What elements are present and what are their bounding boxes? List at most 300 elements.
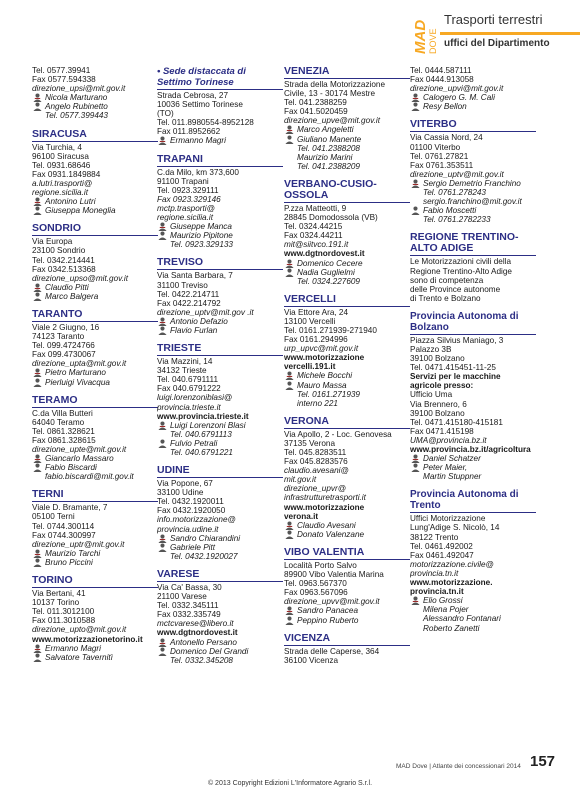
contact-person: Bruno Piccini [32,558,158,567]
office-trapani [157,154,283,250]
office-teramo [32,395,158,482]
website-link[interactable]: www.motorizzazione [284,502,365,512]
office-title: VICENZA [284,633,410,646]
website-link[interactable]: www.motorizzazione [284,353,365,363]
contact-phone: Tel. 041.2388209 [297,161,360,171]
phone: Tel. 0744.300114 [32,521,95,531]
email: direzione_uptv@mit.gov .it [157,307,254,317]
address: Strada delle Caperse, 364 [284,646,380,656]
address: Via Mazzini, 14 [157,357,213,367]
person-icon [285,530,294,539]
office-title: VERONA [284,416,410,429]
person-icon [158,421,167,430]
contact-person: Daniel Schatzer [410,454,536,463]
office-name: Uffici Motorizzazione [410,514,486,524]
person-icon [285,371,294,380]
person-icon [285,259,294,268]
office-title: VERBANO-CUSIO-OSSOLA [284,179,410,203]
contact-person: Nicola Marturano [32,93,158,102]
email: direzione_upto@mit.gov.it [32,625,127,635]
note: sono di competenza [410,275,484,285]
city: 64040 Teramo [32,417,85,427]
office-title: VIBO VALENTIA [284,547,410,560]
website-link[interactable]: www.motorizzazione. [410,578,493,588]
phone: Tel. 0861.328621 [32,426,95,436]
address: Via Santa Barbara, 7 [157,271,233,281]
city: 36100 Vicenza [284,655,339,665]
email: mit@siitvco.191.it [284,240,349,250]
person-icon [411,596,420,605]
province: (TO) [157,109,174,119]
email: UMA@provincia.bz.it [410,435,487,445]
contact-person: Ermanno Magri [157,136,283,145]
note: Le Motorizzazioni civili della [410,257,512,267]
person-icon [158,543,167,552]
website-link[interactable]: www.provincia.trieste.it [157,411,249,421]
email: regione.sicilia.it [32,188,88,198]
website-link[interactable]: www.motorizzazionetorino.it [32,634,143,644]
office-title: TERNI [32,489,158,502]
email: mit.gov.it [284,475,317,485]
city: Civile, 13 - 30174 Mestre [284,89,376,99]
section-title: Trasporti terrestri [444,12,543,27]
fax: Fax 0444.913058 [410,75,474,85]
page-header [400,6,580,58]
email: info.motorizzazione@ [157,515,236,525]
fax: Fax 0422.214792 [157,298,221,308]
contact-person: Salvatore Tavernitì [32,653,158,662]
person-icon [33,368,42,377]
fax: Fax 0324.44211 [284,231,343,241]
contact-person: Marco Angeletti [284,125,410,134]
email: direzione_uptv@mit.gov.it [410,169,504,179]
address: Località Porto Salvo [284,560,357,570]
office-title: • Sede distaccata di Settimo Torinese [157,66,283,90]
city: 05100 Terni [32,512,75,522]
email: direzione_upvr@ [284,484,347,494]
address: Via Europa [32,237,73,247]
fax: Fax 0577.594338 [32,75,96,85]
address: Via Ca' Bassa, 30 [157,582,222,592]
phone: Tel. 011.8980554-8952128 [157,118,254,128]
contact-phone: Tel. 040.6791221 [170,448,233,457]
office-terni [32,489,158,567]
office-title: VENEZIA [284,66,410,79]
phone: Tel. 0461.492002 [410,541,473,551]
address: Lung'Adige S. Nicolò, 14 [410,523,500,533]
website-link[interactable]: www.provincia.bz.it/agricoltura [410,445,531,454]
contact-person: Mauro Massa [284,381,410,390]
office-title: TRIESTE [157,343,283,356]
column-1 [32,66,158,670]
contact-person: Resy Bellon [410,102,536,111]
address: Strada della Motorizzazione [284,80,386,89]
phone: Tel. 041.2388259 [284,98,347,108]
office-vicenza-continued [410,66,536,111]
fax: Fax 0744.300997 [32,530,96,540]
fax: Fax 0461.492047 [410,550,474,560]
person-icon [33,378,42,387]
svg-text:MAD: MAD [412,19,429,54]
contact-person: Pietro Marturano [32,368,158,377]
city: 91100 Trapani [157,176,209,186]
person-icon [33,549,42,558]
address: P.zza Matteotti, 9 [284,203,347,213]
email: provincia.tn.it [410,568,459,578]
fax: Fax 0963.567096 [284,588,348,598]
office-sondrio [32,223,158,301]
fax: Fax 0931.1849884 [32,169,101,179]
city: 10036 Settimo Torinese [157,100,243,110]
contact-person: Giancarlo Massaro [32,454,158,463]
person-icon [285,606,294,615]
contact-person: Claudio Pitti [32,283,158,292]
phone: Tel. 0324.44215 [284,222,343,232]
phone: Tel. 0342.214441 [32,255,95,265]
person-icon [158,638,167,647]
person-icon [33,197,42,206]
contact-name: Roberto Zanetti [423,623,480,633]
office-title: SONDRIO [32,223,158,236]
person-icon [33,463,42,472]
office-title: TRAPANI [157,154,283,167]
office-title: TREVISO [157,257,283,270]
office-vicenza [284,633,410,665]
office-taranto [32,309,158,387]
section-subtitle: uffici del Dipartimento [444,38,550,49]
fax: Fax 0923.329146 [157,194,221,204]
fax: Fax 011.8952662 [157,127,221,137]
person-icon [285,381,294,390]
website-link[interactable]: vercelli.191.it [284,362,336,372]
contact-person: Giuseppa Moneglia [32,206,158,215]
person-icon [33,644,42,653]
fax: Fax 099.4730067 [32,350,96,360]
person-icon [33,93,42,102]
office-varese [157,569,283,665]
contact-person: Gabriele Pitt [157,543,283,552]
person-icon [411,93,420,102]
email: a.lutri.trasporti@ [32,178,93,188]
office-venezia [284,66,410,171]
fax: Fax 0332.335749 [157,610,221,620]
phone: Tel. 040.6791111 [157,375,218,385]
phone: Tel. 0471.415180-415181 [410,417,503,427]
address: C.da Milo, km 373,600 [157,167,239,177]
svg-text:DOVE: DOVE [428,28,438,54]
city: 10137 Torino [32,598,80,608]
contact-person: Flavio Furlan [157,326,283,335]
fax: Fax 040.6791222 [157,384,221,394]
address: Piazza Silvius Maniago, 3 [410,335,504,345]
page-number: 157 [530,753,556,770]
contact-phone: Tel. 0432.1920027 [170,551,238,561]
address: Via Popone, 67 [157,479,213,489]
column-4 [410,66,536,641]
office-title: VERCELLI [284,294,410,307]
phone: Tel. 0332.345111 [157,601,219,611]
address: Via Turchia, 4 [32,142,82,152]
phone: Tel. 0923.329111 [157,185,219,195]
person-icon [33,653,42,662]
building: Palazzo 3B [410,344,452,354]
note: di Trento e Bolzano [410,293,481,303]
contact-person: Fulvio Petrali [157,439,283,448]
city: 33100 Udine [157,488,204,498]
email: regione.sicilia.it [157,213,213,223]
contact-person: Nadia Guglielmi [284,268,410,277]
office-title: Provincia Autonoma di Trento [410,489,536,513]
office-title: TORINO [32,575,158,588]
person-icon [285,521,294,530]
office-verbano-cusio-ossola [284,179,410,286]
office-siracusa [32,129,158,216]
fax: Fax 0761.353511 [410,160,474,170]
phone: Tel. 0432.1920011 [157,497,224,507]
office-title: TERAMO [32,395,158,408]
address: Via Brennero, 6 [410,399,467,409]
contact-name: Milena Pojer [423,605,469,615]
city: 28845 Domodossola (VB) [284,213,378,223]
office-viterbo [410,119,536,224]
phone: Tel. 099.4724766 [32,341,95,351]
contact-name: Martin Stuppner [423,472,482,482]
city: 31100 Treviso [157,280,208,290]
email: direzione_upve@mit.gov.it [284,116,380,126]
email: infrastrutturetrasporti.it [284,493,366,503]
person-icon [285,135,294,144]
person-icon [158,136,167,145]
fax: Fax 0161.294996 [284,335,348,345]
office-title: REGIONE TRENTINO-ALTO ADIGE [410,232,536,256]
service-note: Servizi per le macchine [410,372,501,382]
person-icon [285,616,294,625]
footer-publication: MAD Dove | Atlante dei concessionari 2014 [396,763,521,770]
contact-person: Ermanno Magri [32,644,158,653]
fax: Fax 011.3010588 [32,616,96,626]
email: urp_upvc@mit.gov.it [284,344,359,354]
phone: Tel. 011.3012100 [32,607,95,617]
office-vercelli [284,294,410,408]
city: 23100 Sondrio [32,246,86,256]
phone: Tel. 045.8283511 [284,448,347,457]
email: provincia.trieste.it [157,402,221,412]
person-icon [411,454,420,463]
contact-name: Alessandro Fontanari [423,614,501,624]
contact-email: fabio.biscardi@mit.gov.it [45,472,134,482]
contact-person: Domenico Cecere [284,259,410,268]
phone: Tel. 0422.214711 [157,289,220,299]
city: 39100 Bolzano [410,354,465,364]
contact-name: Maurizio Marini [297,152,353,162]
service-note: agricole presso: [410,381,474,391]
contact-person: Donato Valenzane [284,530,410,539]
mad-dove-logo [412,8,438,56]
fax: Fax 045.8283576 [284,457,348,467]
contact-person: Luigi Lorenzoni Blasi [157,421,283,430]
email: direzione_upso@mit.gov.it [32,273,128,283]
contact-phone: Tel. 041.2388208 [297,143,360,153]
contact-person: Calogero G. M. Cali [410,93,536,102]
contact-phone: Tel. 0761.278243 [423,188,486,198]
email: direzione_uptr@mit.gov.it [32,539,125,549]
contact-phone: Tel. 0761.2782233 [423,215,491,225]
office-title: Provincia Autonoma di Bolzano [410,311,536,335]
email: provincia.udine.it [157,524,219,534]
contact-person: Peter Maier, [410,463,536,472]
contact-person: Claudio Avesani [284,521,410,530]
phone: Tel. 0963.567370 [284,579,347,589]
office-siena-continued [32,66,158,121]
website-link[interactable]: verona.it [284,511,319,521]
person-icon [411,463,420,472]
phone: Tel. 0444.587111 [410,66,472,75]
column-3 [284,66,410,673]
website-link[interactable]: www.dgtnordovest.it [284,249,365,259]
office-trieste [157,343,283,457]
person-icon [33,454,42,463]
contact-person: Marco Balgera [32,292,158,301]
person-icon [411,102,420,111]
address: Viale 2 Giugno, 16 [32,322,100,332]
city: 37135 Verona [284,438,335,448]
contact-extension: interno 221 [297,398,338,408]
region-trentino-alto-adige [410,232,536,302]
note: delle Province autonome [410,284,501,294]
city: 89900 Vibo Valentia Marina [284,570,384,580]
person-icon [285,125,294,134]
person-icon [158,326,167,335]
person-icon [411,206,420,215]
contact-person: Maurizio Pipitone [157,231,283,240]
fax: Fax 041.5020459 [284,107,348,117]
office-title: UDINE [157,465,283,478]
address: Via Cassia Nord, 24 [410,133,483,143]
person-icon [158,439,167,448]
address: Strada Cebrosa, 27 [157,91,229,100]
email: direzione_upta@mit.gov.it [32,359,127,369]
contact-person: Sandro Chiarandini [157,534,283,543]
person-icon [411,179,420,188]
person-icon [158,647,167,656]
address: Via Bertani, 41 [32,589,86,599]
email: mctcvarese@libero.it [157,619,234,629]
contact-person: Michele Bocchi [284,371,410,380]
person-icon [33,292,42,301]
contact-phone: Tel. 0161.271939 [297,389,360,399]
office-bolzano [410,311,536,482]
phone: Tel. 0577.39941 [32,66,91,75]
email: direzione_upsi@mit.gov.it [32,84,126,94]
city: 21100 Varese [157,592,207,602]
person-icon [33,283,42,292]
header-divider [440,32,580,35]
city: 74123 Taranto [32,332,85,342]
office-trento [410,489,536,632]
contact-person: Fabio Biscardi [32,463,158,472]
city: 38122 Trento [410,532,459,542]
person-icon [158,231,167,240]
contact-person: Antonio Defazio [157,317,283,326]
person-icon [158,317,167,326]
office-settimo-torinese [157,66,283,146]
email: direzione_upvi@mit.gov.it [410,84,504,94]
contact-phone: Tel. 0923.329133 [170,240,233,250]
website-link[interactable]: www.dgtnordovest.it [157,628,238,638]
office-vibo-valentia [284,547,410,625]
contact-person: Fabio Moscetti [410,206,536,215]
email: direzione_upvv@mit.gov.it [284,597,380,607]
fax: Fax 0342.513368 [32,264,96,274]
office-udine [157,465,283,561]
fax: Fax 0432.1920050 [157,506,226,516]
person-icon [158,222,167,231]
copyright: © 2013 Copyright Edizioni L'Informatore Agrario S.r.l. [207,780,373,787]
fax: Fax 0471.415198 [410,426,474,436]
office-name: Ufficio Uma [410,390,453,400]
address: Via Apollo, 2 - Loc. Genovesa [284,429,392,439]
person-icon [285,268,294,277]
contact-person: Domenico Del Grandi [157,647,283,656]
person-icon [158,534,167,543]
contact-phone: Tel. 0577.399443 [45,111,108,121]
contact-person: Elio Grossi [410,596,536,605]
contact-person: Giuseppe Manca [157,222,283,231]
email: motorizzazione.civile@ [410,559,494,569]
address: Viale D. Bramante, 7 [32,503,108,513]
contact-person: Maurizio Tarchi [32,549,158,558]
contact-person: Antonino Lutri [32,197,158,206]
phone: Tel. 0931.68646 [32,160,91,170]
office-title: VITERBO [410,119,536,132]
office-title: SIRACUSA [32,129,158,142]
contact-person: Angelo Rubinetto [32,102,158,111]
office-title: VARESE [157,569,283,582]
fax: Fax 0861.328615 [32,435,96,445]
contact-phone: Tel. 0324.227609 [297,276,360,286]
person-icon [33,206,42,215]
email: claudio.avesani@ [284,466,349,476]
city: 01100 Viterbo [410,142,461,152]
contact-person: Sandro Panacea [284,606,410,615]
city: 13100 Vercelli [284,316,336,326]
contact-phone: Tel. 0332.345208 [170,655,233,665]
address: Via Ettore Ara, 24 [284,307,349,317]
city: 39100 Bolzano [410,408,465,418]
phone: Tel. 0161.271939-271940 [284,325,377,335]
contact-phone: Tel. 040.6791113 [170,429,232,439]
office-title: TARANTO [32,309,158,322]
contact-person: Giuliano Manente [284,135,410,144]
contact-person: Peppino Ruberto [284,616,410,625]
office-torino [32,575,158,662]
office-verona [284,416,410,539]
website-link[interactable]: provincia.tn.it [410,587,464,597]
city: 34132 Trieste [157,366,207,376]
person-icon [33,102,42,111]
column-2 [157,66,283,673]
email: mctp.trasporti@ [157,203,215,213]
note: Regione Trentino-Alto Adige [410,266,512,276]
contact-person: Pierluigi Vivacqua [32,378,158,387]
email: direzione_upte@mit.gov.it [32,445,127,454]
contact-email: sergio.franchino@mit.gov.it [423,197,522,207]
office-treviso [157,257,283,335]
phone: Tel. 0471.415451-11-25 [410,363,496,373]
contact-person: Antonello Persano [157,638,283,647]
city: 96100 Siracusa [32,151,89,161]
email: luigi.lorenzoniblasi@ [157,393,233,403]
